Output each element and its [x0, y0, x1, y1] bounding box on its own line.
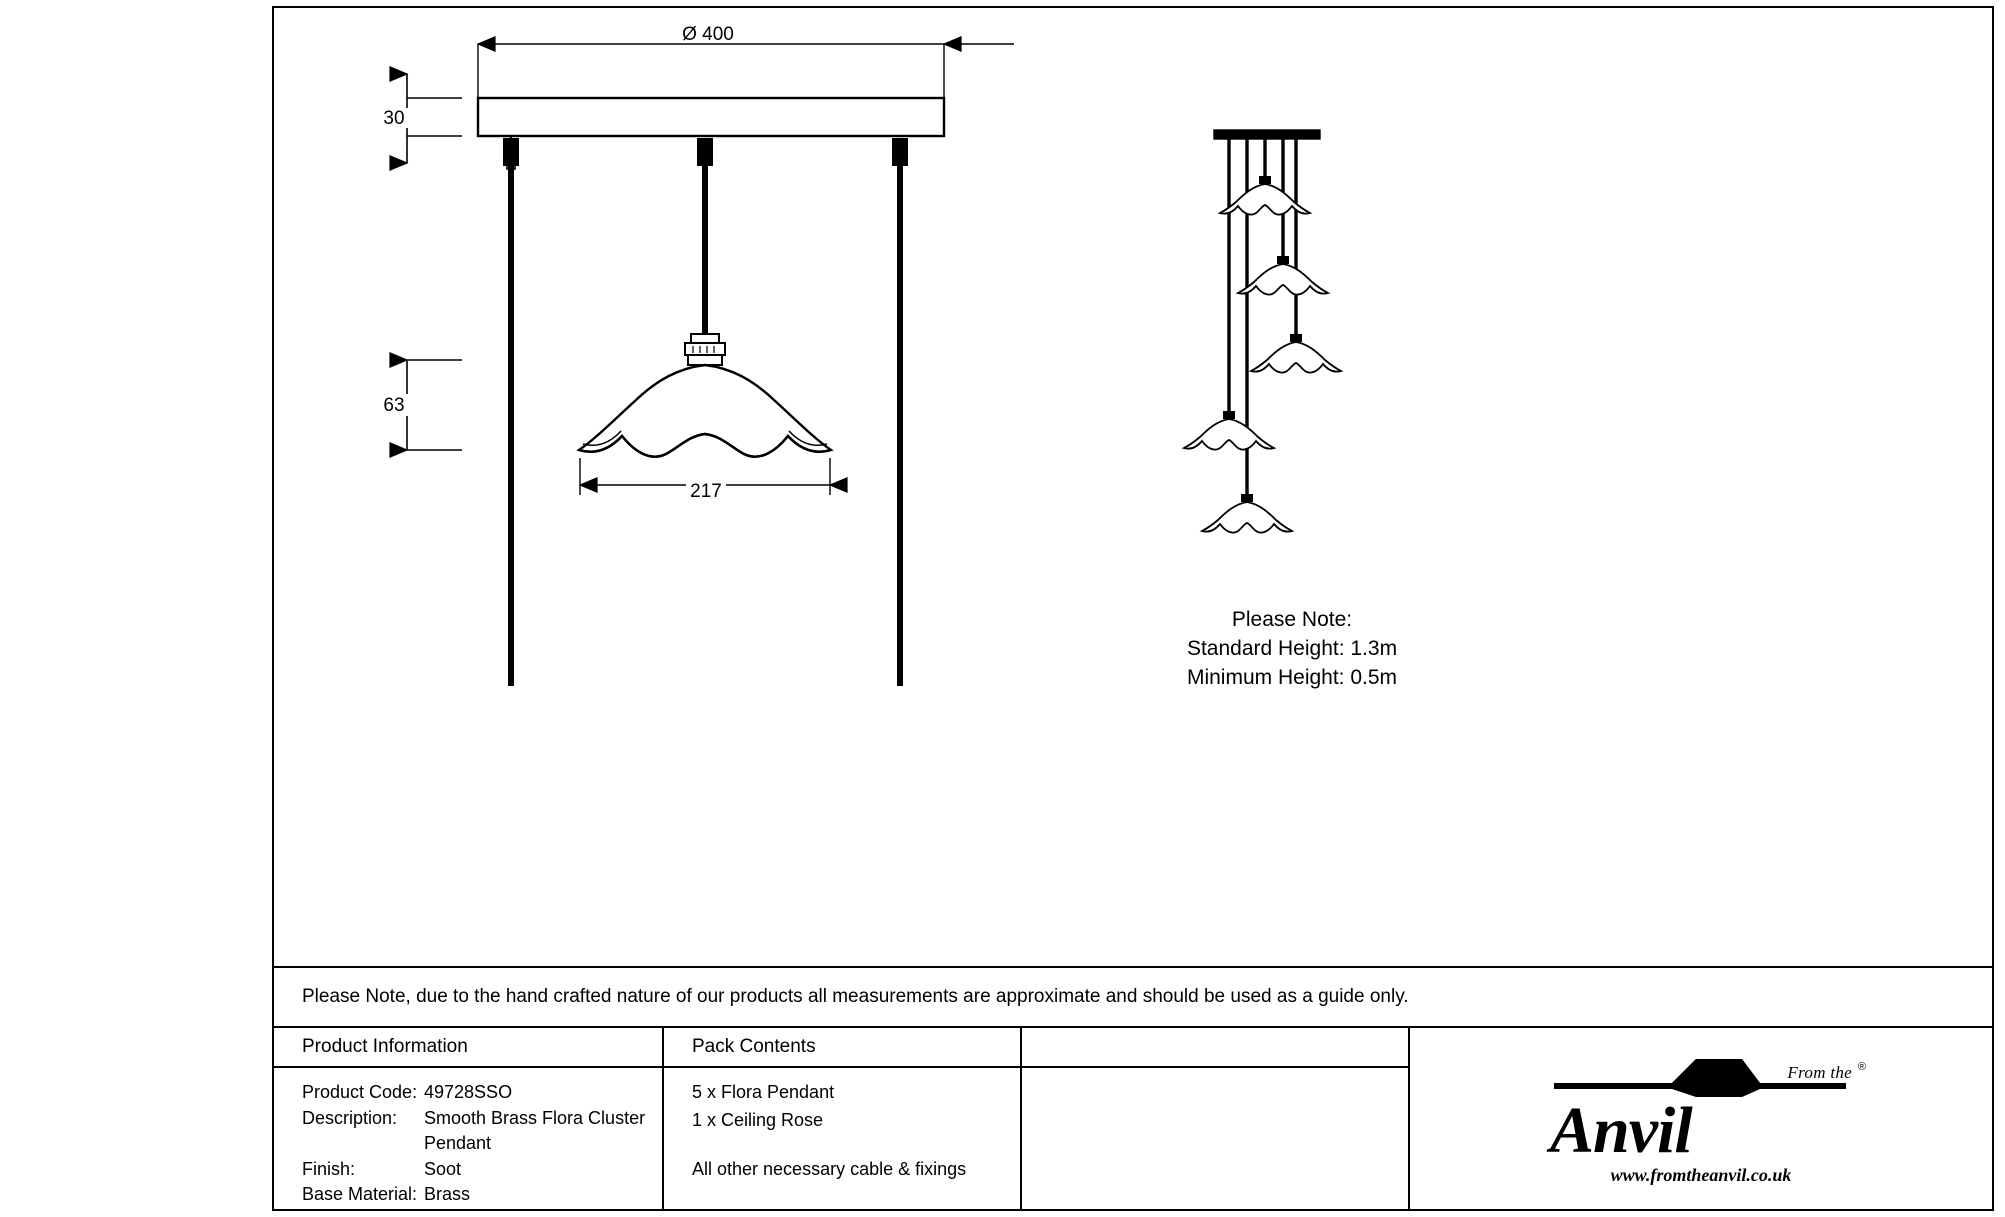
disclaimer-text: Please Note, due to the hand crafted nature of our products all measurements are approximate and should be used as a guide only. [302, 986, 1409, 1007]
please-note-standard: Standard Height: 1.3m [1186, 637, 1398, 660]
base-material-label: Base Material: [302, 1184, 418, 1205]
base-material-value: Brass [424, 1184, 471, 1205]
pendant-cable-left [503, 136, 519, 686]
diameter-dimension [478, 44, 1014, 98]
brand-logo [1546, 1053, 1866, 1186]
cluster-shade-5 [1202, 494, 1292, 533]
finish-value: Soot [424, 1158, 462, 1179]
cluster-shade-4 [1184, 411, 1274, 450]
ceiling-rose-front [478, 98, 944, 136]
pack-contents-header: Pack Contents [664, 1028, 1020, 1068]
product-code-label: Product Code: [302, 1082, 418, 1102]
shade-height-dimension [407, 360, 462, 450]
blank-column [1022, 1028, 1410, 1211]
please-note-block [1187, 608, 1397, 689]
product-information-header: Product Information [274, 1028, 662, 1068]
please-note-title: Please Note: [1231, 608, 1353, 631]
table-row [302, 1106, 662, 1157]
list-item: 1 x Ceiling Rose [692, 1109, 824, 1130]
table-row [302, 1157, 662, 1183]
cluster-shade-2 [1238, 256, 1328, 295]
logo-url: www.fromtheanvil.co.uk [1610, 1165, 1792, 1185]
pack-contents-column [664, 1028, 1022, 1211]
logo-wrap [1410, 1028, 1992, 1211]
drawing-frame [272, 6, 1994, 1211]
blank-column-body [1022, 1068, 1408, 1080]
pack-contents-extra: All other necessary cable & fixings [692, 1159, 967, 1180]
blank-column-header [1022, 1028, 1408, 1068]
lamp-holder [685, 334, 725, 365]
table-row [302, 1080, 662, 1106]
logo-anvil-text: Anvil [1550, 1094, 1692, 1167]
disclaimer-row [274, 966, 1992, 1028]
registered-trademark-icon: ® [1857, 1061, 1866, 1073]
table-row [302, 1182, 662, 1208]
dim-rose-height-label: 30 [383, 108, 405, 129]
please-note-minimum: Minimum Height: 0.5m [1186, 666, 1398, 689]
description-value [424, 1106, 662, 1157]
technical-drawing-svg [274, 8, 1992, 964]
dim-shade-width-label: 217 [690, 481, 722, 502]
product-information-column [274, 1028, 664, 1211]
finish-label: Finish: [302, 1158, 356, 1179]
cluster-ceiling-rose [1214, 130, 1320, 139]
product-code-value: 49728SSO [424, 1082, 513, 1102]
pendant-cable-right [892, 138, 908, 686]
info-tables [274, 1028, 1992, 1211]
flora-shade-main [579, 365, 831, 457]
dim-shade-height-label: 63 [383, 395, 405, 416]
rose-height-dimension [407, 74, 462, 163]
logo-column [1410, 1028, 1992, 1211]
description-label: Description: [302, 1107, 398, 1128]
pack-spacer [692, 1135, 1020, 1157]
product-information-body [274, 1068, 662, 1208]
drawing-area [274, 8, 1992, 966]
pendant-cable-centre [697, 138, 713, 338]
description-line-2: Pendant [424, 1133, 492, 1154]
logo-from-the-text: From the [1787, 1063, 1852, 1082]
cluster-shade-3 [1251, 334, 1341, 373]
dim-diameter-label: Ø 400 [682, 24, 734, 45]
pack-contents-body [664, 1068, 1020, 1183]
description-line-1: Smooth Brass Flora Cluster [424, 1107, 646, 1128]
list-item: 5 x Flora Pendant [692, 1082, 835, 1102]
cluster-view [1184, 130, 1341, 533]
